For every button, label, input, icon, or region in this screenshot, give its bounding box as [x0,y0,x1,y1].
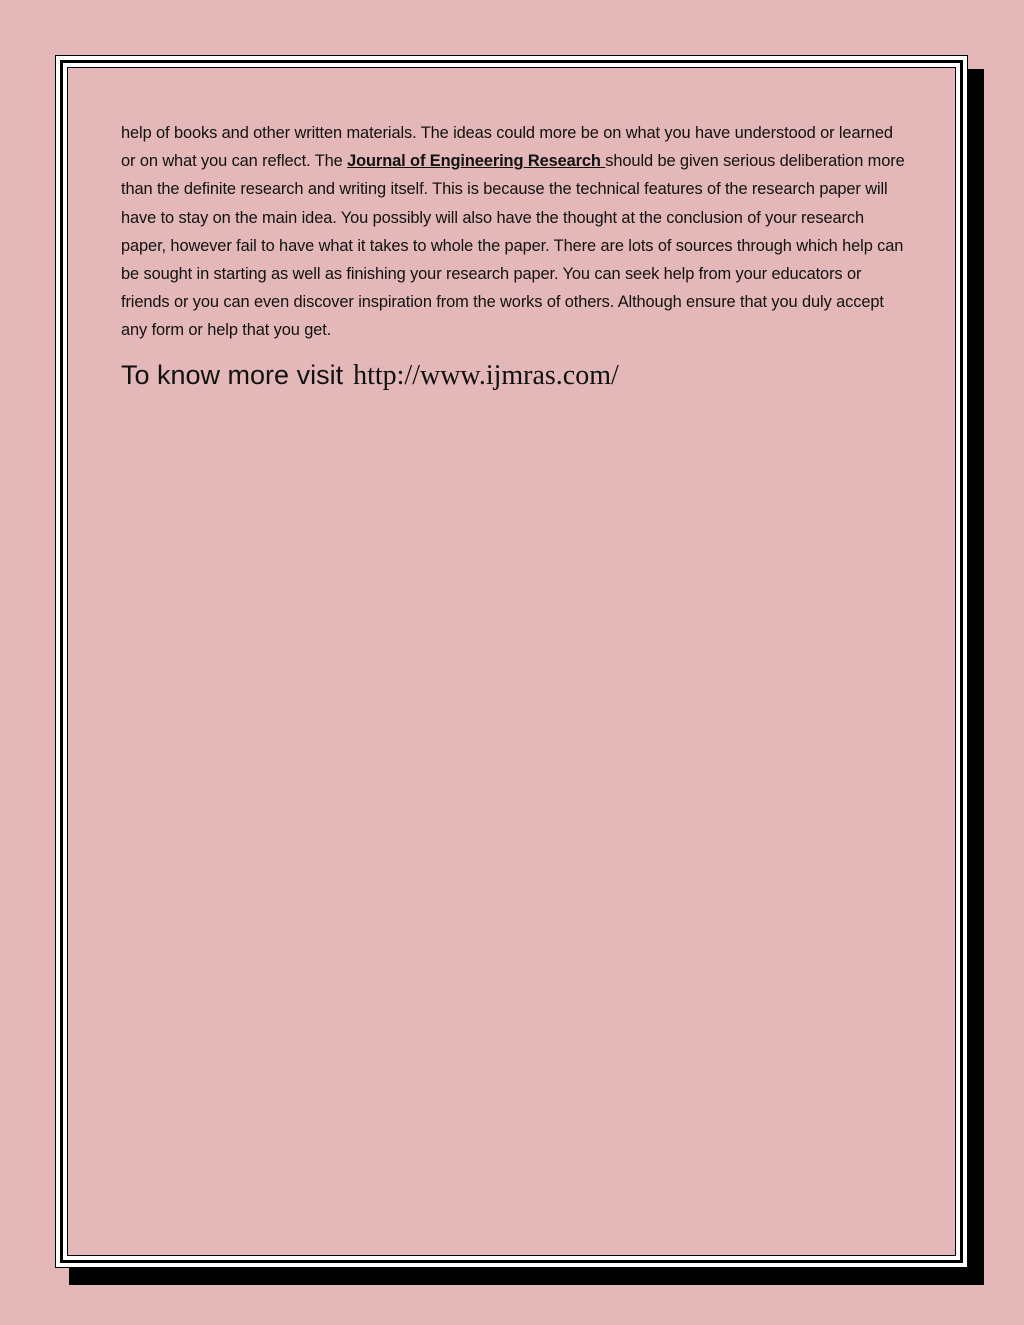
paragraph-text-after-link: should be given serious deliberation more than the definite research and writing itself. This is because the technical features of the research paper will have to stay on the main idea. You possibly will also have the thought at the conclusion of your research paper, however fail to have what it takes to whole the paper. There are lots of sources through which help can be sought in starting as well as finishing your research paper. You can seek help from your educators or friends or you can even discover inspiration from the works of others. Although ensure that you duly accept any form or help that you get. [121,152,905,340]
body-paragraph [121,119,906,345]
paragraph-text-before-link: help of books and other written materials. The ideas could more be on what you have understood or learned or on what you can reflect. The [121,124,893,171]
visit-label: To know more visit [121,359,344,390]
journal-link[interactable]: Journal of Engineering Research [347,152,606,171]
document-content [121,119,906,396]
visit-line [121,355,906,396]
website-link[interactable]: http://www.ijmras.com/ [353,359,619,391]
